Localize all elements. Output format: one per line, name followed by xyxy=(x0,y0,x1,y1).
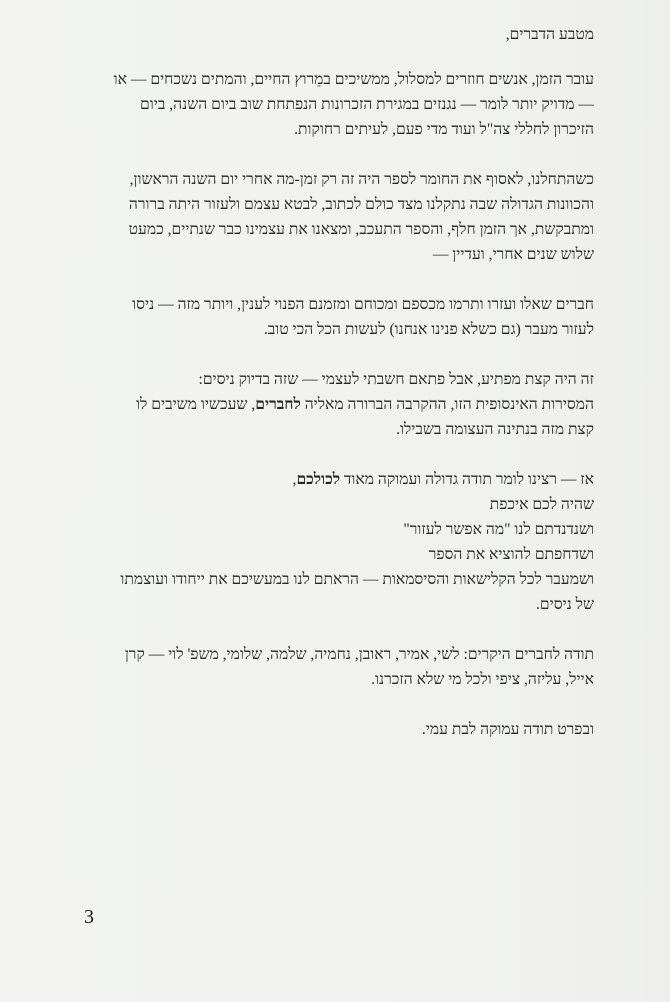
text-line xyxy=(70,392,594,417)
body-text xyxy=(70,22,594,767)
text-segment: המסירות האינסופית הזו, ההקרבה הברורה מאליה xyxy=(300,396,594,413)
text-line: חברים שאלו ועזרו ותרמו מכספם ומכוחם ומזמנם הפנוי לענין, ויותר מזה — ניסו xyxy=(132,296,594,313)
greeting: מטבע הדברים, xyxy=(505,26,594,43)
text-line: ובפרט תודה עמוקה לבת עמי. xyxy=(421,721,594,738)
text-line: — מדויק יותר לומר — נגנזים במגירת הזכרונות הנפתחת שוב ביום השנה, ביום xyxy=(140,96,594,113)
text-line: קצת מזה בנתינה העצומה בשבילו. xyxy=(396,421,594,438)
text-line: תודה לחברים היקרים: לשי, אמיר, ראובן, נחמיה, שלמה, שלומי, משפ' לוי — קרן xyxy=(124,646,594,663)
paragraph-1 xyxy=(70,67,594,142)
text-line: כשהתחלנו, לאסוף את החומר לספר היה זה רק זמן-מה אחרי יום השנה הראשון, xyxy=(129,171,594,188)
page-number: 3 xyxy=(84,906,94,928)
text-line: של ניסים. xyxy=(536,596,594,613)
text-segment: , שעכשיו משיבים לו xyxy=(136,396,256,413)
text-line: אייל, עליזה, ציפי ולכל מי שלא הזכרנו. xyxy=(371,671,594,688)
text-line: ושנדנדתם לנו "מה אפשר לעזור" xyxy=(403,521,594,538)
emphasis-friends: לחברים xyxy=(255,396,301,413)
text-line: והכוונות הגדולה שבה נתקלנו מצד כולם לכתוב, לבטא עצמם ולעזור היתה ברורה xyxy=(128,196,594,213)
emphasis-all-of-you: לכולכם xyxy=(296,471,341,488)
text-line: ושדחפתם להוציא את הספר xyxy=(428,546,594,563)
paragraph-5 xyxy=(70,467,594,617)
text-line: ומתבקשת, אך הזמן חלף, והספר התעכב, ומצאנו את עצמינו כבר שנתיים, כמעט xyxy=(128,221,594,238)
paragraph-7 xyxy=(70,717,594,742)
text-line: שהיה לכם איכפת xyxy=(489,496,594,513)
text-line xyxy=(70,467,594,492)
text-line: עובר הזמן, אנשים חוזרים למסלול, ממשיכים במֵרוץ החיים, והמתים נשכחים — או xyxy=(113,71,594,88)
text-line: לעזור מעבר (גם כשלא פנינו אנחנו) לעשות הכל הכי טוב. xyxy=(263,321,594,338)
paragraph-6 xyxy=(70,642,594,692)
text-line: שלוש שנים אחרי, ועדיין — xyxy=(432,246,594,263)
paragraph-2 xyxy=(70,167,594,267)
text-line: זה היה קצת מפתיע, אבל פתאם חשבתי לעצמי — שזה בדיוק ניסים: xyxy=(198,371,594,388)
greeting-paragraph xyxy=(70,22,594,47)
paragraph-3 xyxy=(70,292,594,342)
text-segment: אז — רצינו לומר תודה גדולה ועמוקה מאוד xyxy=(340,471,594,488)
paragraph-4 xyxy=(70,367,594,442)
text-line: ושמעבר לכל הקלישאות והסיסמאות — הראתם לנו במעשיכם את ייחודו ועוצמתו xyxy=(120,571,594,588)
text-segment: , xyxy=(292,471,297,488)
text-line: הזיכרון לחללי צה"ל ועוד מדי פעם, לעיתים רחוקות. xyxy=(294,121,594,138)
